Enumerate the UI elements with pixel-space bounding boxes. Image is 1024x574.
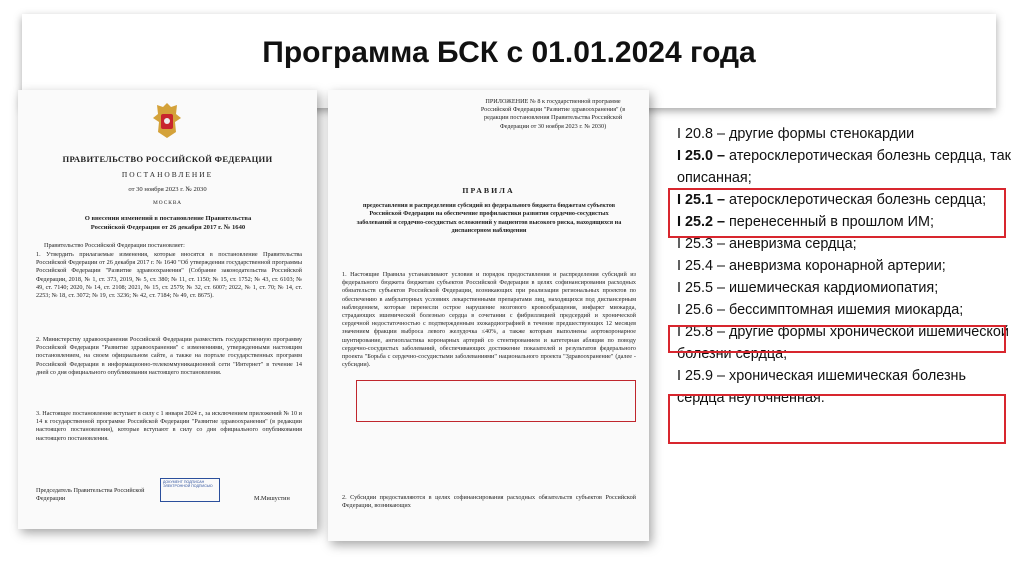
highlight-box-i25-8 (668, 394, 1006, 444)
code-description: – аневризма коронарной артерии; (713, 258, 946, 274)
code-item-i20-8 (677, 123, 1012, 145)
rules-document (328, 90, 649, 541)
rules-title: ПРАВИЛА (462, 186, 515, 195)
government-name: ПРАВИТЕЛЬСТВО РОССИЙСКОЙ ФЕДЕРАЦИИ (62, 154, 273, 164)
code-label: I 25.6 (677, 302, 714, 318)
code-label: I 25.4 (677, 258, 714, 274)
code-description: – другие формы стенокардии (713, 126, 915, 142)
code-label: I 25.8 (677, 324, 714, 340)
highlight-box-i25-5 (668, 325, 1006, 353)
digital-signature-stamp: ДОКУМЕНТ ПОДПИСАН ЭЛЕКТРОННОЙ ПОДПИСЬЮ (160, 478, 220, 502)
appendix-header: ПРИЛОЖЕНИЕ № 8 к государственной программе Российской Федерации "Развитие здравоохранения" (в редакции постановления Правительства Российской Федерации от 30 ноября 2023 г. № 2030) (480, 98, 626, 130)
signatory-name: М.Мишустин (254, 495, 290, 502)
highlighted-passage (356, 380, 636, 422)
code-description: атеросклеротическая болезнь сердца, так описанная; (677, 148, 1011, 186)
code-item-i25-6 (677, 299, 1012, 321)
diagnosis-code-list (677, 123, 1012, 409)
resolution-date: от 30 ноября 2023 г. № 2030 (128, 186, 207, 193)
code-label: I 25.0 – (677, 148, 726, 164)
coat-of-arms-icon (150, 100, 184, 142)
code-label: I 25.2 – (677, 214, 726, 230)
slide-title: Программа БСК с 01.01.2024 года (262, 36, 756, 69)
resolution-type: ПОСТАНОВЛЕНИЕ (121, 170, 214, 179)
code-item-i25-0 (677, 145, 1012, 189)
code-description: – другие формы хронической ишемической болезни сердца; (677, 324, 1009, 362)
resolution-paragraph-1: 1. Утвердить прилагаемые изменения, которые вносятся в постановление Правительства Российской Федерации от 26 декабря 2017 г. № 1640 "Об утверждении государственной программы Российской Федерации "Развитие здравоохранения" (Собрание законодательства Российской Федерации, 2018, № 1, ст. 373, 2019, № 5, ст. 380; № 11, ст. 1150; № 15, ст. 1752; № 43, ст. 6103; № 49, ст. 7140; 2020, № 14, ст. 2108; 2021, № 15, ст. 2579; № 32, ст. 6007; 2022, № 1, ст. 70; № 14, ст. 2253; № 18, ст. 3072; № 19, ст. 3236; № 42, ст. 7184; № 49, ст. 8675). (36, 251, 302, 299)
code-label: I 25.5 (677, 280, 714, 296)
code-label: I 20.8 (677, 126, 714, 142)
resolution-subject: О внесении изменений в постановление Правительства Российской Федерации от 26 декабря 2017 г. № 1640 (84, 215, 252, 231)
code-label: I 25.3 (677, 236, 714, 252)
decree-line: Правительство Российской Федерации постановляет: (44, 242, 185, 249)
resolution-paragraph-3: 3. Настоящее постановление вступает в силу с 1 января 2024 г., за исключением приложений № 10 и 14 к государственной программе Российской Федерации "Развитие здравоохранения" (в редакции настоящего постановления), которые вступают в силу со дня официального опубликования настоящего постановления. (36, 410, 302, 442)
highlight-box-i25-1 (668, 188, 1006, 238)
code-description: – хроническая ишемическая болезнь сердца неуточненная. (677, 368, 966, 406)
signatory-title: Председатель Правительства Российской Федерации (36, 487, 145, 503)
code-item-i25-4 (677, 255, 1012, 277)
code-description: перенесенный в прошлом ИМ; (725, 214, 935, 230)
code-description: атеросклеротическая болезнь сердца; (725, 192, 987, 208)
resolution-document (18, 90, 317, 529)
code-description: – бессимптомная ишемия миокарда; (713, 302, 964, 318)
code-description: – аневризма сердца; (713, 236, 857, 252)
code-description: – ишемическая кардиомиопатия; (713, 280, 939, 296)
rules-subtitle: предоставления и распределения субсидий из федерального бюджета бюджетам субъектов Российской Федерации на обеспечение профилактики развития сердечно-сосудистых заболеваний и сердечно-сосудистых осложнений у пациентов высокого риска, находящихся на диспансерном наблюдении (356, 202, 622, 235)
city: МОСКВА (152, 200, 183, 206)
rules-paragraph-2: 2. Субсидии предоставляются в целях софинансирования расходных обязательств субъектов Российской Федерации, возникающих (342, 494, 636, 510)
code-label: I 25.1 – (677, 192, 726, 208)
rules-paragraph-1: 1. Настоящие Правила устанавливают условия и порядок предоставления и распределения субсидий из федерального бюджета бюджетам субъектов Российской Федерации в целях софинансирования расходных обязательств субъектов Российской Федерации, возникающих при реализации региональных проектов по обеспечению в амбулаторных условиях лекарственными препаратами лиц, находящихся под диспансерным наблюдением, которые перенесли острое нарушение мозгового кровообращения, инфаркт миокарда, страдающих ишемической болезнью сердца в сочетании с фибрилляцией предсердий и хронической сердечной недостаточностью с подтвержденным эхокардиографией в течение предшествующих 12 месяцев значением фракции выброса левого желудочка ≤40%, а также которым выполнены аортокоронарное шунтирование, ангиопластика коронарных артерий со стентированием и катетерная абляция по поводу сердечно-сосудистых заболеваний, обеспечивающих достижение показателей и результатов федерального проекта "Борьба с сердечно-сосудистыми заболеваниями" национального проекта "Здравоохранение" (далее - субсидии). (342, 271, 636, 369)
code-label: I 25.9 (677, 368, 714, 384)
code-item-i25-5 (677, 277, 1012, 299)
resolution-paragraph-2: 2. Министерству здравоохранения Российской Федерации разместить государственную программу Российской Федерации "Развитие здравоохранения" с изменениями, утвержденными настоящим постановлением, на своем официальном сайте, а также на портале государственных программ Российской Федерации в информационно-телекоммуникационной сети "Интернет" в течение 14 дней со дня официального опубликования настоящего постановления. (36, 336, 302, 376)
